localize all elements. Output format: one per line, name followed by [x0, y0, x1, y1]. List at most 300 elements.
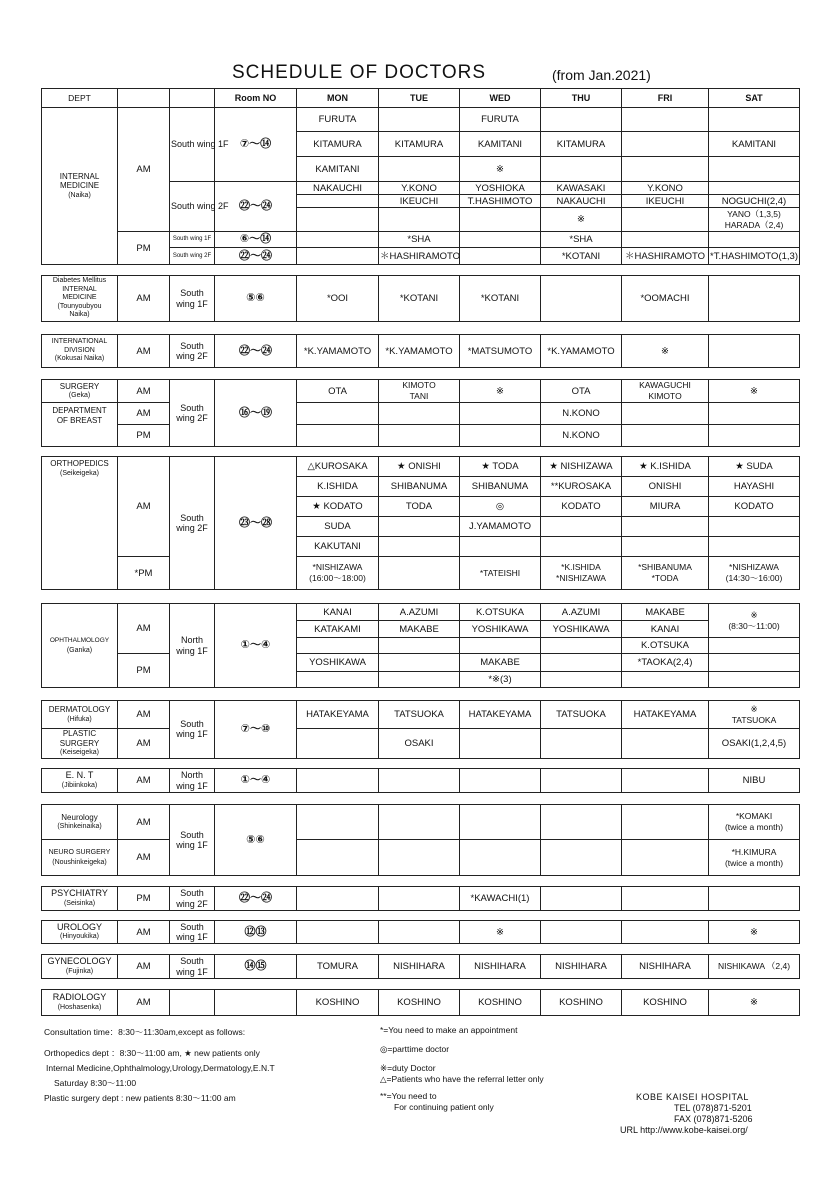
doctor-cell: *SHA: [541, 232, 622, 248]
dept-diabetes: Diabetes Mellitus INTERNAL MEDICINE (Tounyoubyou Naika): [42, 276, 118, 322]
doctor-cell: *※(3): [460, 672, 541, 688]
location: South wing 2F: [170, 380, 215, 447]
doctor-cell: [460, 248, 541, 265]
doctor-cell: [379, 921, 460, 944]
doctor-cell: [541, 887, 622, 911]
legend-line: **=You need to: [380, 1091, 437, 1101]
doctor-cell: NISHIHARA: [379, 955, 460, 979]
doctor-cell: ※: [709, 990, 800, 1016]
doctor-cell: ★ NISHIZAWA: [541, 457, 622, 477]
urology-table: [41, 920, 800, 944]
doctor-cell: [541, 638, 622, 654]
doctor-cell: ★ ONISHI: [379, 457, 460, 477]
doctor-cell: [297, 638, 379, 654]
legend-line: △=Patients who have the referral letter only: [380, 1074, 544, 1084]
session-pm: PM: [118, 654, 170, 688]
doctor-cell: ※: [460, 380, 541, 403]
doctor-cell: [709, 672, 800, 688]
hospital-url[interactable]: URL http://www.kobe-kaisei.org/: [620, 1125, 748, 1135]
doctor-cell: SHIBANUMA: [460, 477, 541, 497]
doctor-cell: [709, 232, 800, 248]
room-number: ㉒～㉔: [215, 182, 297, 232]
doctor-cell: [460, 403, 541, 425]
doctor-cell: [460, 208, 541, 232]
session-am: AM: [118, 403, 170, 425]
location: South wing 1F: [170, 955, 215, 979]
doctor-cell: KOSHINO: [541, 990, 622, 1016]
dept-ent: E. N. T (Jibiinkoka): [42, 769, 118, 793]
doctor-cell: KOSHINO: [460, 990, 541, 1016]
legend-line: *=You need to make an appointment: [380, 1025, 518, 1035]
doctor-cell: NIBU: [709, 769, 800, 793]
doctor-cell: NISHIHARA: [460, 955, 541, 979]
doctor-cell: [709, 517, 800, 537]
doctor-cell: MAKABE: [460, 654, 541, 672]
note-line: Saturday 8:30～11:00: [54, 1078, 137, 1088]
doctor-cell: KOSHINO: [622, 990, 709, 1016]
page-subtitle: (from Jan.2021): [552, 67, 651, 83]
doctor-cell: SHIBANUMA: [379, 477, 460, 497]
session-am: AM: [118, 955, 170, 979]
doctor-cell: TATSUOKA: [541, 701, 622, 729]
note-line: Internal Medicine,Ophthalmology,Urology,Dermatology,E.N.T: [46, 1063, 275, 1073]
doctor-cell: ※: [709, 921, 800, 944]
doctor-cell: ※ (8:30～11:00): [709, 604, 800, 638]
doctor-cell: KAWASAKI: [541, 182, 622, 195]
dept-psychiatry: PSYCHIATRY (Seisinka): [42, 887, 118, 911]
doctor-cell: ★ SUDA: [709, 457, 800, 477]
doctor-cell: [460, 425, 541, 447]
doctor-cell: NAKAUCHI: [541, 195, 622, 208]
doctor-cell: [379, 887, 460, 911]
dept-dermatology: DERMATOLOGY (Hifuka): [42, 701, 118, 729]
room-number: ⑦～⑭: [215, 108, 297, 182]
doctor-cell: ※: [460, 157, 541, 182]
session-am: AM: [118, 380, 170, 403]
session-am: AM: [118, 701, 170, 729]
doctor-cell: [379, 654, 460, 672]
doctor-cell: TODA: [379, 497, 460, 517]
doctor-cell: [541, 276, 622, 322]
hospital-info: [620, 1092, 753, 1136]
doctor-cell: [460, 805, 541, 840]
doctor-cell: *H.KIMURA (twice a month): [709, 840, 800, 876]
doctor-cell: [709, 537, 800, 557]
notes-legend: [380, 1025, 544, 1113]
session-am: AM: [118, 108, 170, 232]
doctor-cell: [622, 132, 709, 157]
ent-table: [41, 768, 800, 793]
doctor-cell: YOSHIKAWA: [460, 621, 541, 638]
doctor-cell: K.OTSUKA: [460, 604, 541, 621]
doctor-cell: [379, 108, 460, 132]
location: South wing 2F: [170, 248, 215, 265]
room-number: ①～④: [215, 604, 297, 688]
doctor-cell: [379, 805, 460, 840]
doctor-cell: ※: [709, 380, 800, 403]
doctor-cell: [622, 805, 709, 840]
doctor-cell: *NISHIZAWA (14:30～16:00): [709, 557, 800, 590]
doctor-cell: [541, 769, 622, 793]
doctor-cell: ＊HASHIRAMOTO: [379, 248, 460, 265]
doctor-cell: N.KONO: [541, 403, 622, 425]
note-line: Consultation time：8:30～11:30am,except as follows:: [44, 1027, 246, 1037]
doctor-cell: YANO（1,3,5) HARADA（2,4): [709, 208, 800, 232]
doctor-cell: ※: [460, 921, 541, 944]
doctor-cell: [541, 729, 622, 759]
doctor-cell: KODATO: [541, 497, 622, 517]
doctor-cell: FURUTA: [297, 108, 379, 132]
doctor-cell: FURUTA: [460, 108, 541, 132]
doctor-cell: *TAOKA(2,4): [622, 654, 709, 672]
doctor-cell: [622, 887, 709, 911]
note-line: Orthopedics dept ：8:30～11:00 am, ★ new patients only: [44, 1048, 260, 1058]
doctor-cell: [541, 537, 622, 557]
room-number: ㉒～㉔: [215, 248, 297, 265]
note-line: Plastic surgery dept : new patients 8:30～11:00 am: [44, 1093, 236, 1103]
doctor-cell: [379, 638, 460, 654]
doctor-cell: IKEUCHI: [622, 195, 709, 208]
doctor-cell: *OOMACHI: [622, 276, 709, 322]
location: South wing 1F: [170, 805, 215, 876]
session-am: AM: [118, 604, 170, 654]
doctor-cell: [622, 672, 709, 688]
orthopedics-table: [41, 456, 800, 590]
doctor-cell: *KOTANI: [379, 276, 460, 322]
session-am: AM: [118, 335, 170, 368]
doctor-cell: KAMITANI: [297, 157, 379, 182]
doctor-cell: ★ KODATO: [297, 497, 379, 517]
doctor-cell: KANAI: [297, 604, 379, 621]
doctor-cell: [709, 335, 800, 368]
doctor-cell: KATAKAMI: [297, 621, 379, 638]
location: South wing 1F: [170, 276, 215, 322]
doctor-cell: [622, 403, 709, 425]
location: South wing 2F: [170, 457, 215, 590]
doctor-cell: [379, 425, 460, 447]
doctor-cell: *NISHIZAWA (16:00～18:00): [297, 557, 379, 590]
doctor-cell: Y.KONO: [379, 182, 460, 195]
session-pm: *PM: [118, 557, 170, 590]
session-am: AM: [118, 840, 170, 876]
doctor-cell: Y.KONO: [622, 182, 709, 195]
doctor-cell: OSAKI: [379, 729, 460, 759]
doctor-cell: [622, 517, 709, 537]
doctor-cell: YOSHIOKA: [460, 182, 541, 195]
doctor-cell: [460, 232, 541, 248]
doctor-cell: MIURA: [622, 497, 709, 517]
doctor-cell: [622, 208, 709, 232]
doctor-cell: [622, 769, 709, 793]
doctor-cell: *SHIBANUMA *TODA: [622, 557, 709, 590]
doctor-cell: NOGUCHI(2,4): [709, 195, 800, 208]
doctor-cell: [379, 672, 460, 688]
doctor-cell: [709, 887, 800, 911]
doctor-cell: [460, 537, 541, 557]
radiology-table: [41, 989, 800, 1016]
session-am: AM: [118, 276, 170, 322]
doctor-cell: OSAKI(1,2,4,5): [709, 729, 800, 759]
doctor-cell: **KUROSAKA: [541, 477, 622, 497]
doctor-cell: [460, 638, 541, 654]
header-tue: TUE: [379, 89, 460, 108]
doctor-cell: [709, 276, 800, 322]
ophthalmology-table: [41, 603, 800, 688]
doctor-cell: [709, 403, 800, 425]
doctor-cell: KAKUTANI: [297, 537, 379, 557]
doctor-cell: [622, 840, 709, 876]
dept-radiology: RADIOLOGY (Hoshasenka): [42, 990, 118, 1016]
session-am: AM: [118, 729, 170, 759]
dept-neurology: Neurology (Shinkeinaika): [42, 805, 118, 840]
room-number: ㉒～㉔: [215, 335, 297, 368]
doctor-cell: [541, 108, 622, 132]
doctor-cell: [541, 805, 622, 840]
doctor-cell: [379, 208, 460, 232]
location: South wing 1F: [170, 921, 215, 944]
location: South wing 2F: [170, 182, 215, 232]
dept-gynecology: GYNECOLOGY (Fujinka): [42, 955, 118, 979]
doctor-cell: SUDA: [297, 517, 379, 537]
doctor-cell: KOSHINO: [379, 990, 460, 1016]
doctor-cell: [622, 108, 709, 132]
doctor-cell: KAWAGUCHI KIMOTO: [622, 380, 709, 403]
doctor-cell: [297, 248, 379, 265]
diabetes-table: [41, 275, 800, 322]
header-wed: WED: [460, 89, 541, 108]
doctor-cell: KITAMURA: [297, 132, 379, 157]
room-number: ⑥～⑭: [215, 232, 297, 248]
dermatology-table: [41, 700, 800, 759]
doctor-cell: KOSHINO: [297, 990, 379, 1016]
doctor-cell: *OOI: [297, 276, 379, 322]
session-pm: PM: [118, 887, 170, 911]
doctor-cell: [709, 425, 800, 447]
doctor-cell: [622, 425, 709, 447]
dept-internal-medicine: INTERNAL MEDICINE (Naika): [42, 108, 118, 265]
doctor-cell: HATAKEYAMA: [622, 701, 709, 729]
location: [170, 990, 215, 1016]
session-am: AM: [118, 769, 170, 793]
doctor-cell: △KUROSAKA: [297, 457, 379, 477]
session-pm: PM: [118, 425, 170, 447]
doctor-cell: TATSUOKA: [379, 701, 460, 729]
doctor-cell: [541, 672, 622, 688]
doctor-cell: K.ISHIDA: [297, 477, 379, 497]
doctor-cell: [297, 769, 379, 793]
doctor-cell: YOSHIKAWA: [541, 621, 622, 638]
doctor-cell: OTA: [541, 380, 622, 403]
doctor-cell: [297, 805, 379, 840]
room-number: ①～④: [215, 769, 297, 793]
doctor-cell: ※ TATSUOKA: [709, 701, 800, 729]
location: South wing 1F: [170, 232, 215, 248]
page-title: SCHEDULE OF DOCTORS: [232, 62, 487, 83]
location: North wing 1F: [170, 769, 215, 793]
doctor-cell: [297, 672, 379, 688]
doctor-cell: [460, 840, 541, 876]
doctor-cell: [541, 840, 622, 876]
doctor-cell: [297, 887, 379, 911]
doctor-cell: [379, 840, 460, 876]
doctor-cell: KODATO: [709, 497, 800, 517]
doctor-cell: HATAKEYAMA: [460, 701, 541, 729]
doctor-cell: NISHIHARA: [622, 955, 709, 979]
doctor-cell: [379, 557, 460, 590]
doctor-cell: *K.ISHIDA *NISHIZAWA: [541, 557, 622, 590]
session-am: AM: [118, 990, 170, 1016]
doctor-cell: K.OTSUKA: [622, 638, 709, 654]
doctor-cell: [541, 157, 622, 182]
dept-ophthalmology: OPHTHALMOLOGY (Ganka): [42, 604, 118, 688]
legend-line: For continuing patient only: [394, 1102, 494, 1112]
doctor-cell: KAMITANI: [460, 132, 541, 157]
doctor-cell: [379, 157, 460, 182]
doctor-cell: [622, 157, 709, 182]
location: South wing 2F: [170, 335, 215, 368]
location: South wing 2F: [170, 887, 215, 911]
doctor-cell: *TATEISHI: [460, 557, 541, 590]
doctor-cell: *T.HASHIMOTO(1,3): [709, 248, 800, 265]
room-number: ⑯～⑲: [215, 380, 297, 447]
location: North wing 1F: [170, 604, 215, 688]
hospital-name: KOBE KAISEI HOSPITAL: [636, 1092, 749, 1102]
doctor-cell: A.AZUMI: [541, 604, 622, 621]
doctor-cell: [379, 517, 460, 537]
header-fri: FRI: [622, 89, 709, 108]
doctor-cell: [622, 921, 709, 944]
doctor-cell: T.HASHIMOTO: [460, 195, 541, 208]
header-row: [42, 89, 800, 108]
header-room: Room NO: [215, 89, 297, 108]
doctor-cell: *KOTANI: [541, 248, 622, 265]
dept-breast: DEPARTMENT OF BREAST: [42, 403, 118, 447]
doctor-cell: *K.YAMAMOTO: [379, 335, 460, 368]
doctor-cell: [297, 921, 379, 944]
doctor-cell: *SHA: [379, 232, 460, 248]
doctor-cell: MAKABE: [622, 604, 709, 621]
internal-medicine-table: [41, 88, 800, 265]
doctor-cell: MAKABE: [379, 621, 460, 638]
doctor-cell: KANAI: [622, 621, 709, 638]
session-am: AM: [118, 805, 170, 840]
header-sat: SAT: [709, 89, 800, 108]
doctor-cell: NAKAUCHI: [297, 182, 379, 195]
doctor-cell: KITAMURA: [541, 132, 622, 157]
header-mon: MON: [297, 89, 379, 108]
doctor-cell: *MATSUMOTO: [460, 335, 541, 368]
doctor-cell: ※: [541, 208, 622, 232]
header-thu: THU: [541, 89, 622, 108]
doctor-cell: [709, 638, 800, 654]
doctor-cell: [297, 403, 379, 425]
doctor-cell: ◎: [460, 497, 541, 517]
doctor-cell: KIMOTO TANI: [379, 380, 460, 403]
legend-line: ◎=parttime doctor: [380, 1044, 450, 1054]
doctor-cell: [709, 157, 800, 182]
doctor-cell: [379, 769, 460, 793]
header-dept: DEPT: [42, 89, 118, 108]
room-number: ㉓～㉘: [215, 457, 297, 590]
doctor-cell: ★ K.ISHIDA: [622, 457, 709, 477]
location: South wing 1F: [170, 701, 215, 759]
room-number: ⑤⑥: [215, 805, 297, 876]
dept-orthopedics: ORTHOPEDICS (Seikeigeka): [42, 457, 118, 590]
doctor-cell: [541, 517, 622, 537]
doctor-cell: HAYASHI: [709, 477, 800, 497]
doctor-cell: [709, 108, 800, 132]
doctor-cell: A.AZUMI: [379, 604, 460, 621]
doctor-cell: [460, 769, 541, 793]
doctor-cell: NISHIHARA: [541, 955, 622, 979]
dept-surgery: SURGERY (Geka): [42, 380, 118, 403]
doctor-cell: [622, 537, 709, 557]
neurology-table: [41, 804, 800, 876]
doctor-cell: [541, 654, 622, 672]
session-am: AM: [118, 921, 170, 944]
legend-line: ※=duty Doctor: [380, 1063, 436, 1073]
session-am: AM: [118, 457, 170, 557]
room-number: ⑫⑬: [215, 921, 297, 944]
room-number: [215, 990, 297, 1016]
hospital-fax: FAX (078)871-5206: [674, 1114, 753, 1124]
doctor-cell: [379, 537, 460, 557]
doctor-cell: [297, 840, 379, 876]
doctor-cell: [297, 195, 379, 208]
doctor-cell: HATAKEYAMA: [297, 701, 379, 729]
doctor-cell: ONISHI: [622, 477, 709, 497]
doctor-cell: [297, 729, 379, 759]
doctor-cell: [622, 729, 709, 759]
doctor-cell: *KOTANI: [460, 276, 541, 322]
international-table: [41, 334, 800, 368]
room-number: ㉒～㉔: [215, 887, 297, 911]
dept-international: INTERNATIONAL DIVISION (Kokusai Naika): [42, 335, 118, 368]
doctor-cell: [297, 425, 379, 447]
doctor-cell: [297, 208, 379, 232]
doctor-cell: YOSHIKAWA: [297, 654, 379, 672]
doctor-cell: ★ TODA: [460, 457, 541, 477]
doctor-cell: N.KONO: [541, 425, 622, 447]
room-number: ⑦～⑩: [215, 701, 297, 759]
doctor-cell: [297, 232, 379, 248]
dept-neurosurgery: NEURO SURGERY (Noushinkeigeka): [42, 840, 118, 876]
location: South wing 1F: [170, 108, 215, 182]
doctor-cell: *K.YAMAMOTO: [297, 335, 379, 368]
doctor-cell: [541, 921, 622, 944]
gynecology-table: [41, 954, 800, 979]
doctor-cell: KAMITANI: [709, 132, 800, 157]
doctor-cell: OTA: [297, 380, 379, 403]
room-number: ⑤⑥: [215, 276, 297, 322]
hospital-tel: TEL (078)871-5201: [674, 1103, 752, 1113]
dept-urology: UROLOGY (Hinyoukika): [42, 921, 118, 944]
notes-left: [44, 1027, 275, 1104]
doctor-cell: ※: [622, 335, 709, 368]
doctor-cell: *KAWACHI(1): [460, 887, 541, 911]
psychiatry-table: [41, 886, 800, 911]
doctor-cell: ＊HASHIRAMOTO: [622, 248, 709, 265]
doctor-cell: *KOMAKI (twice a month): [709, 805, 800, 840]
session-pm: PM: [118, 232, 170, 265]
doctor-cell: [379, 403, 460, 425]
doctor-cell: KITAMURA: [379, 132, 460, 157]
doctor-cell: J.YAMAMOTO: [460, 517, 541, 537]
doctor-cell: IKEUCHI: [379, 195, 460, 208]
doctor-cell: [460, 729, 541, 759]
surgery-table: [41, 379, 800, 447]
doctor-cell: *K.YAMAMOTO: [541, 335, 622, 368]
